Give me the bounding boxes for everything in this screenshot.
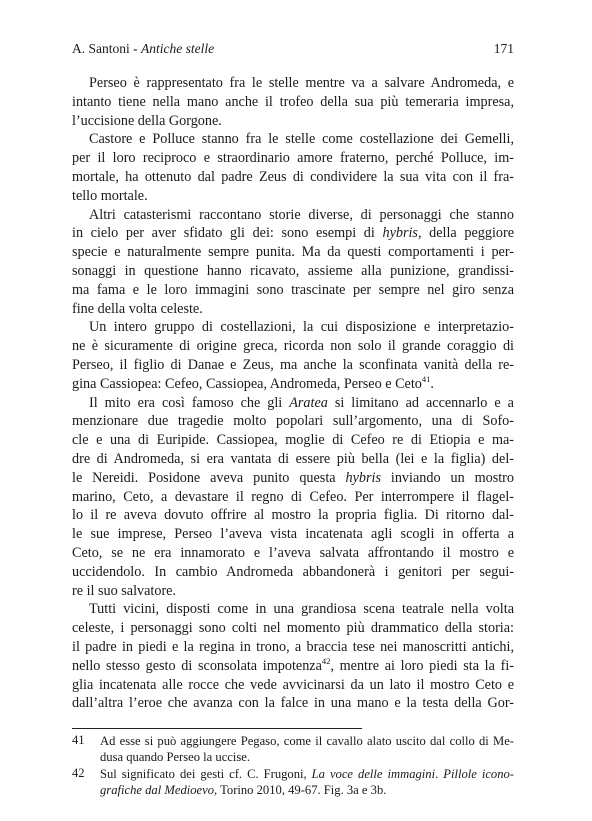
page-number: 171 xyxy=(493,41,514,56)
text-line: ne è sicuramente di origine greca, ricorda non solo il grande coraggio di xyxy=(72,338,514,355)
text-line: dre di Andromeda, si era vantata di essere più bella (lei e la figlia) del- xyxy=(72,450,514,467)
text-line: dall’altra l’eroe che avanza con la falce in una mano e la testa della Gor- xyxy=(72,695,514,712)
text-line: per il loro reciproco e straordinario amore fraterno, perché Polluce, im- xyxy=(72,150,514,167)
book-title: La voce delle immagini xyxy=(311,766,436,781)
text-line: il padre in piedi e la regina in trono, a braccia tese nei manoscritti antichi, xyxy=(72,638,514,655)
running-header xyxy=(72,41,514,61)
text-line: le sue imprese, Perseo l’aveva vista incatenata agli scogli in offerta a xyxy=(72,526,514,543)
text-line: Ceto, se ne era innamorato e l’aveva salvata affrontando il mostro e xyxy=(72,544,514,561)
italic-term: Aratea xyxy=(289,394,328,411)
text-line: fine della volta celeste. xyxy=(72,300,203,317)
text-run: . xyxy=(435,766,444,781)
book-subtitle: grafiche dal Medioevo xyxy=(100,782,215,797)
text-line: Altri catasterismi raccontano storie diverse, di personaggi che stanno xyxy=(89,206,514,223)
text-run: gina Cassiopea: Cefeo, Cassiopea, Andromeda, Perseo e Ceto xyxy=(72,375,422,392)
text-line: uccidendolo. In cambio Andromeda abbandonerà i genitori per segui- xyxy=(72,563,514,580)
footnote-number: 42 xyxy=(72,765,85,780)
text-run: le Nereidi. Posidone aveva punito questa xyxy=(72,469,346,486)
footnote-42 xyxy=(72,766,514,799)
text-line: re il suo salvatore. xyxy=(72,582,177,599)
text-line xyxy=(72,657,514,676)
text-line: Castore e Polluce stanno fra le stelle come costellazione dei Gemelli, xyxy=(89,131,514,148)
footnote-line: dusa quando Perseo la uccise. xyxy=(100,750,251,765)
text-run: . xyxy=(430,375,434,392)
text-line: Tutti vicini, disposti come in una grandiosa scena teatrale nella volta xyxy=(89,601,514,618)
footnote-text xyxy=(100,766,514,799)
paragraph xyxy=(72,600,514,713)
footnote-ref-41[interactable]: 41 xyxy=(421,373,431,384)
footnotes xyxy=(72,733,514,798)
text-line: Perseo, il figlio di Danae e Zeus, ma anche la sconfinata vanità della re- xyxy=(72,356,514,373)
text-line xyxy=(72,375,514,394)
text-line: cle e una di Euripide. Cassiopea, moglie di Cefeo re di Etiopia e ma- xyxy=(72,432,514,449)
footnote-41 xyxy=(72,733,514,766)
text-run: inviando un mostro xyxy=(380,469,514,486)
text-line: intanto tiene nella mano anche il trofeo della sua più temeraria impresa, xyxy=(72,93,514,110)
footnote-divider xyxy=(72,728,362,729)
text-line: Perseo è rappresentato fra le stelle mentre va a salvare Andromeda, e xyxy=(89,75,514,91)
footnote-line xyxy=(100,766,514,782)
footnote-ref-42[interactable]: 42 xyxy=(321,655,331,666)
text-line xyxy=(72,469,514,488)
text-run: nello stesso gesto di sconsolata impotenza xyxy=(72,657,322,674)
text-line: menzionare due tragedie molto popolari sull’argomento, una di Sofo- xyxy=(72,413,514,430)
text-line xyxy=(72,394,514,413)
running-head-title: Antiche stelle xyxy=(141,41,215,56)
paragraph xyxy=(72,318,514,393)
text-line: sonaggi in questione hanno ricavato, assieme alla punizione, grandissi- xyxy=(72,262,514,279)
italic-term: hybris xyxy=(345,469,381,486)
footnote-text xyxy=(100,733,514,766)
paragraph xyxy=(72,206,514,319)
text-line: l’uccisione della Gorgone. xyxy=(72,112,222,129)
text-run: Il mito era così famoso che gli xyxy=(89,394,290,411)
text-line: specie e naturalmente sempre punita. Ma da questi comportamenti i per- xyxy=(72,244,514,261)
footnote-line xyxy=(100,782,514,798)
text-line xyxy=(72,224,514,243)
text-line: marino, Ceto, a devastare il regno di Cefeo. Per interrompere il flagel- xyxy=(72,488,514,505)
text-line: Un intero gruppo di costellazioni, la cui disposizione e interpretazio- xyxy=(89,319,514,336)
paragraph xyxy=(72,394,514,601)
author-name: A. Santoni - xyxy=(72,41,141,56)
text-line: mortale, ha ottenuto dal padre Zeus di condividere la sua vita con il fra- xyxy=(72,168,514,185)
paragraph xyxy=(72,74,514,130)
text-run: in cielo per aver sfidato gli dei: sono esempi di xyxy=(72,225,383,242)
text-run: , Torino 2010, 49-67. Fig. 3a e 3b. xyxy=(214,782,387,797)
footnote-number: 41 xyxy=(72,733,85,747)
text-run: , della peggiore xyxy=(417,225,514,242)
running-head-author xyxy=(72,41,214,57)
main-text xyxy=(72,74,514,713)
text-run: , mentre ai loro piedi sta la fi- xyxy=(330,657,514,674)
paragraph xyxy=(72,130,514,205)
italic-term: hybris xyxy=(382,225,418,242)
text-line: celeste, i personaggi sono colti nel momento più drammatico della storia: xyxy=(72,620,514,637)
footnote-line: Ad esse si può aggiungere Pegaso, come il cavallo alato uscito dal collo di Me- xyxy=(100,734,514,748)
text-run: Sul significato dei gesti cf. C. Frugoni, xyxy=(100,766,312,781)
text-line: tello mortale. xyxy=(72,187,148,204)
text-line: ma fama e le loro immagini sono trascinate per sempre nel giro senza xyxy=(72,281,514,298)
text-run: si limitano ad accennarlo e a xyxy=(327,394,514,411)
text-line: glia incatenata alle rocce che vede avvicinarsi da un lato il mostro Ceto e xyxy=(72,676,514,693)
book-subtitle: Pillole icono- xyxy=(443,766,514,781)
text-line: lo il re aveva dovuto offrire al mostro la propria figlia. Di ritorno dal- xyxy=(72,507,514,524)
